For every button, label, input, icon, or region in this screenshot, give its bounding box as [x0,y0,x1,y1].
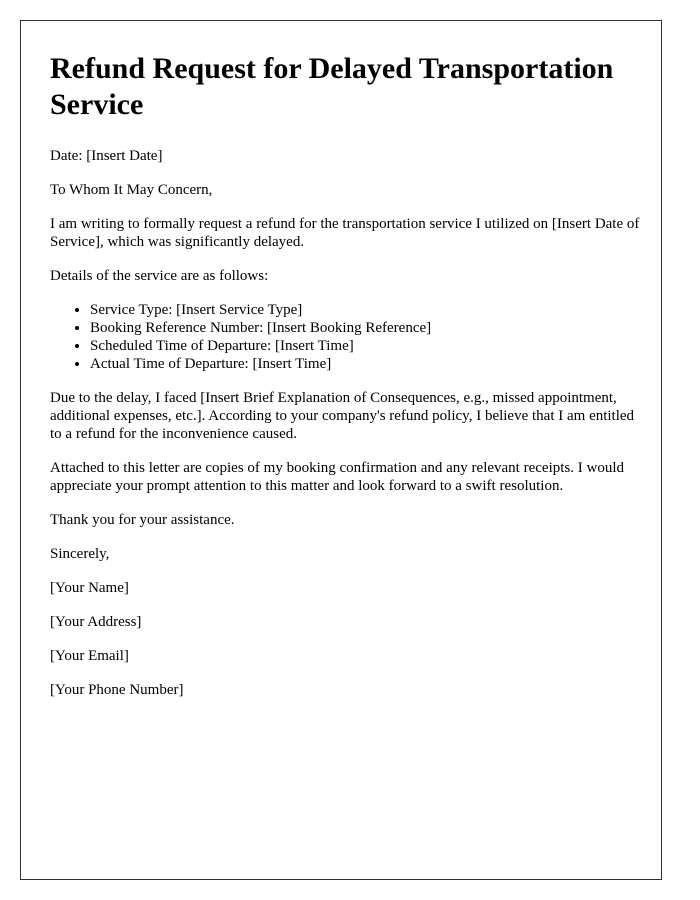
detail-item-booking-reference: • Booking Reference Number: [Insert Booking Reference] [90,319,640,337]
details-intro: Details of the service are as follows: [50,268,269,284]
signature-email: [Your Email] [50,648,129,664]
detail-item-service-type: • Service Type: [Insert Service Type] [90,301,640,319]
letter-title: Refund Request for Delayed Transportation Service [50,52,614,121]
detail-item-actual-time: • Actual Time of Departure: [Insert Time] [90,355,640,373]
consequence-paragraph: Due to the delay, I faced [Insert Brief Explanation of Consequences, e.g., missed appointment, additional expenses, etc.]. According to your company's refund policy, I believe that I am entitled to a refund for the inconvenience caused. [50,390,635,442]
intro-paragraph: I am writing to formally request a refund for the transportation service I utilized on [Insert Date of Service], which was significantly delayed. [50,216,640,250]
closing-line: Sincerely, [50,546,110,562]
signature-address: [Your Address] [50,614,142,630]
detail-item-scheduled-time: • Scheduled Time of Departure: [Insert Time] [90,337,640,355]
attachments-paragraph: Attached to this letter are copies of my booking confirmation and any relevant receipts. I would appreciate your prompt attention to this matter and look forward to a swift resolution. [50,460,624,494]
date-line: Date: [Insert Date] [50,148,163,164]
signature-name: [Your Name] [50,580,129,596]
letter-page [20,20,662,880]
details-list [50,301,640,373]
thanks-line: Thank you for your assistance. [50,512,235,528]
letter-content [50,51,640,699]
signature-phone: [Your Phone Number] [50,682,184,698]
salutation: To Whom It May Concern, [50,182,213,198]
